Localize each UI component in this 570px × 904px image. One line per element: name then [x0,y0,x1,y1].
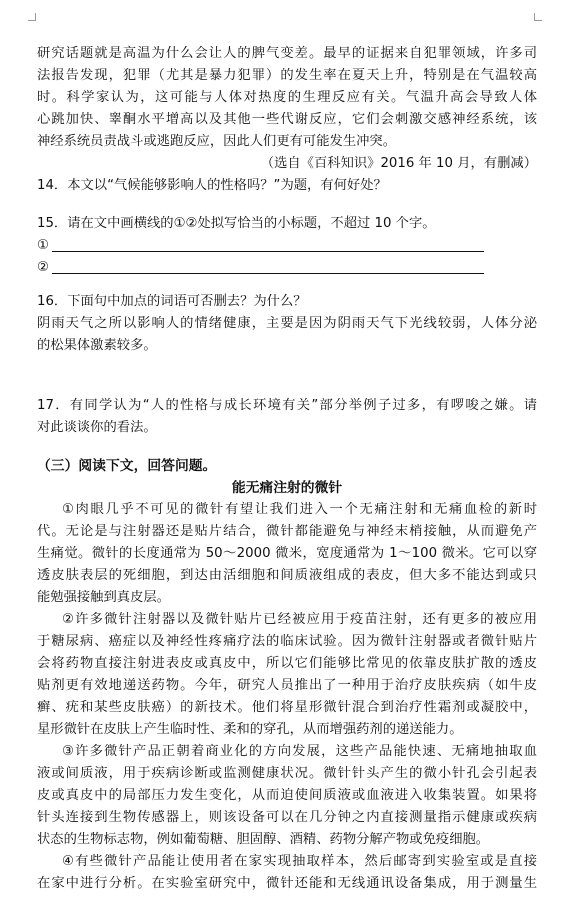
paragraph-3-line: 针头连接到生物传感器上，则该设备可以在几分钟之内直接测量指示健康或疾病 [37,810,537,825]
paragraph-2-line: 贴剂更有效地递送药物。今年，研究人员推出了一种用于治疗皮肤疾病（如牛皮 [37,678,537,693]
paragraph-1-line: 代。无论是与注射器还是贴片结合，微针都能避免与神经末梢接触，从而避免产 [37,524,537,539]
answer-blank-2[interactable] [52,273,484,274]
question-17: 对此谈谈你的看法。 [37,420,157,435]
paragraph-3-line: ③许多微针产品正朝着商业化的方向发展，这些产品能快速、无痛地抽取血 [62,744,537,759]
paragraph-1-line: 能勉强接触到真皮层。 [37,590,170,605]
passage-line: 法报告发现，犯罪（尤其是暴力犯罪）的发生率在夏天上升，特别是在气温较高 [37,68,537,83]
question-16-quote: 阴雨天气之所以影响人的情绪健康，主要是因为阴雨天气下光线较弱，人体分泌 [37,316,537,331]
paragraph-4-line: 在家中进行分析。在实验室研究中，微针还能和无线通讯设备集成，用于测量生 [37,876,537,891]
paragraph-2-line: ②许多微针注射器以及微针贴片已经被应用于疫苗注射，还有更多的被应用 [62,612,537,627]
passage-line: 心跳加快、睾酮水平增高以及其他一些代谢反应，它们会刺激交感神经系统，该 [37,112,537,127]
passage-line: 时。科学家认为，这可能与人体对热度的生理反应有关。气温升高会导致人体 [37,90,537,105]
paragraph-1-line: 生痛觉。微针的长度通常为 50～2000 微米，宽度通常为 1～100 微米。它可以穿 [37,546,537,561]
passage-line: 神经系统员责战斗或逃跑反应，因此人们更有可能发生冲突。 [37,134,397,149]
corner-mark-top-left [28,13,36,21]
blank-2-label: ② [37,260,49,275]
paragraph-3-line: 液或间质液，用于疾病诊断或监测健康状况。微针针头产生的微小针孔会引起表 [37,766,537,781]
answer-blank-1[interactable] [52,251,484,252]
question-17: 17．有同学认为“人的性格与成长环境有关”部分举例子过多，有啰唆之嫌。请 [37,398,537,413]
paragraph-3-line: 状态的生物标志物，例如葡萄糖、胆固醇、酒精、药物分解产物或免疫细胞。 [37,832,490,847]
section-heading: （三）阅读下文，回答问题。 [37,458,217,474]
paragraph-2-line: 于糖尿病、癌症以及神经性疼痛疗法的临床试验。因为微针注射器或者微针贴片 [37,634,537,649]
passage-line: 研究话题就是高温为什么会让人的脾气变差。最早的证据来自犯罪领域，许多司 [37,46,537,61]
article-title: 能无痛注射的微针 [231,480,343,496]
paragraph-2-line: 会将药物直接注射进表皮或真皮中，所以它们能够比常见的依靠皮肤扩散的透皮 [37,656,537,671]
passage-source: （选自《百科知识》2016 年 10 月，有删减） [260,156,537,171]
corner-mark-top-right [534,13,542,21]
blank-1-label: ① [37,238,49,253]
question-14: 14．本文以“气候能够影响人的性格吗？”为题，有何好处？ [37,178,387,193]
paragraph-4-line: ④有些微针产品能让使用者在家实现抽取样本，然后邮寄到实验室或是直接 [62,854,537,869]
question-16-quote: 的松果体激素较多。 [37,338,157,353]
question-15: 15．请在文中画横线的①②处拟写恰当的小标题，不超过 10 个字。 [37,216,436,231]
paragraph-3-line: 皮或真皮中的局部压力发生变化，从而迫使间质液或血液进入收集装置。如果将 [37,788,537,803]
paragraph-2-line: 癣、疣和某些皮肤癌）的新技术。他们将星形微针混合到治疗性霜剂或凝胶中， [37,700,537,715]
paragraph-1-line: ①肉眼几乎不可见的微针有望让我们进入一个无痛注射和无痛血检的新时 [62,502,537,517]
paragraph-1-line: 透皮肤表层的死细胞，到达由活细胞和间质液组成的表皮，但大多不能达到或只 [37,568,537,583]
question-16: 16．下面句中加点的词语可否删去？为什么？ [37,294,307,309]
paragraph-2-line: 星形微针在皮肤上产生临时性、柔和的穿孔，从而增强药剂的递送能力。 [37,722,463,737]
